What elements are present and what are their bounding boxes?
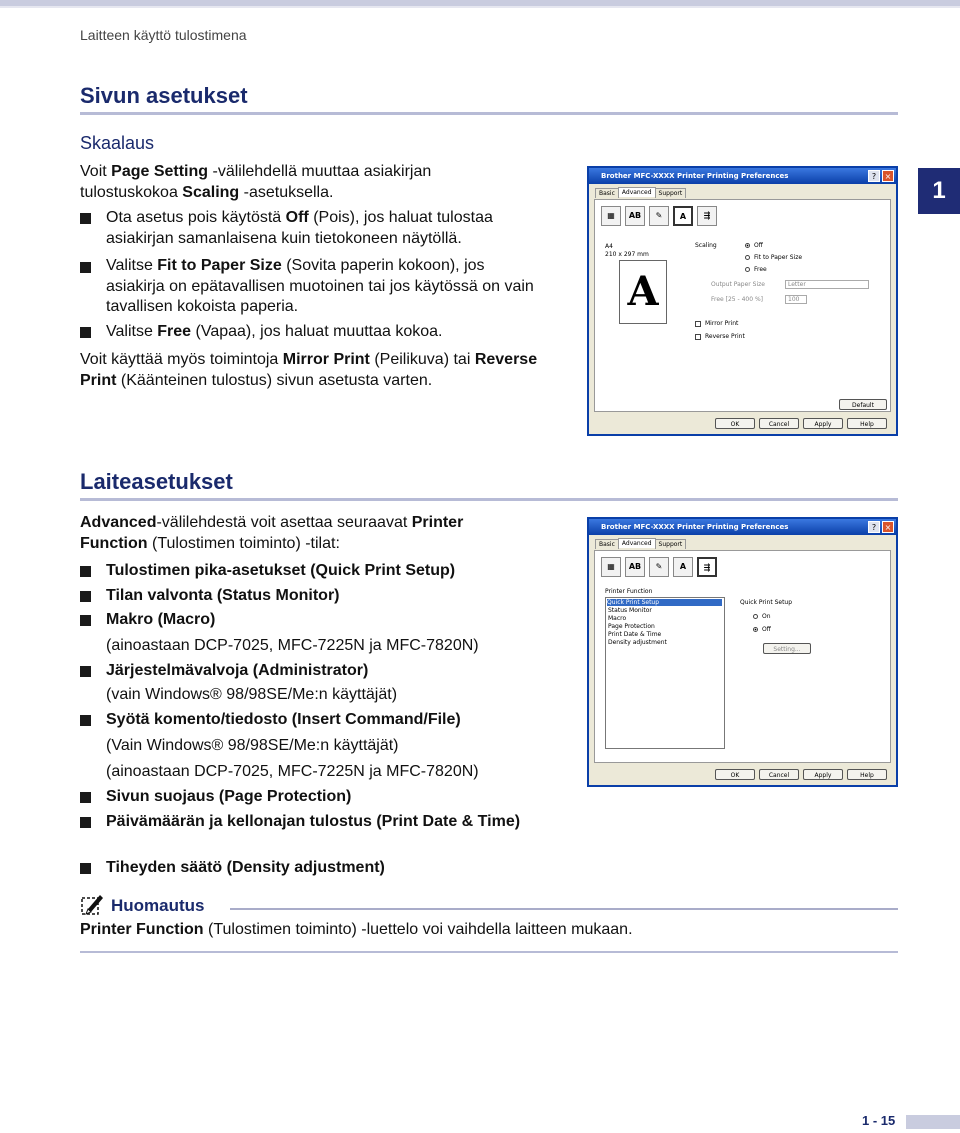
- function-item: Sivun suojaus (Page Protection): [106, 788, 352, 805]
- bold-term: Scaling: [182, 183, 240, 201]
- section-title: Sivun asetukset: [80, 83, 248, 108]
- page-preview: A: [619, 260, 667, 324]
- running-header: Laitteen käyttö tulostimena: [80, 27, 247, 43]
- radio-free[interactable]: Free: [745, 266, 767, 273]
- function-item: Tiheyden säätö (Density adjustment): [106, 859, 385, 876]
- close-icon[interactable]: ×: [882, 521, 894, 533]
- page-setting-icon[interactable]: A: [673, 557, 693, 577]
- note-bottom-rule: [80, 951, 898, 953]
- text-run: (Tulostimen toiminto) -luettelo voi vaihdella laitteen mukaan.: [203, 921, 633, 938]
- bullet-icon: [80, 262, 91, 273]
- intro-paragraph: [80, 162, 500, 203]
- function-item: Järjestelmävalvoja (Administrator): [106, 662, 369, 679]
- function-item: Tilan valvonta (Status Monitor): [106, 587, 340, 604]
- bullet-text: [106, 256, 546, 318]
- device-options-icon[interactable]: ⇶: [697, 557, 717, 577]
- tab-basic[interactable]: Basic: [595, 188, 619, 198]
- close-icon[interactable]: ×: [882, 170, 894, 182]
- paper-label: A4: [605, 243, 613, 250]
- note-text: [80, 920, 898, 941]
- help-title-button[interactable]: ?: [868, 521, 880, 533]
- text-run: Voit: [80, 163, 112, 180]
- bullet-icon: [80, 715, 91, 726]
- tab-support[interactable]: Support: [655, 188, 687, 198]
- device-options-icon[interactable]: ⇶: [697, 206, 717, 226]
- scaling-label: Scaling: [695, 242, 717, 249]
- function-item: Makro (Macro): [106, 611, 216, 628]
- radio-on[interactable]: On: [753, 613, 771, 620]
- text-run: (Tulostimen toiminto) -tilat:: [147, 534, 340, 552]
- subsection-title: Skaalaus: [80, 133, 155, 153]
- text-run: Voit käyttää myös toimintoja: [80, 351, 283, 368]
- watermark-icon[interactable]: ✎: [649, 557, 669, 577]
- bold-term: Printer Function: [80, 514, 464, 552]
- bold-term: Printer Function: [80, 921, 204, 938]
- bullet-icon: [80, 615, 91, 626]
- bullet-icon: [80, 817, 91, 828]
- section-rule: [80, 498, 898, 501]
- dialog-title: Brother MFC-XXXX Printer Printing Preferences: [589, 168, 896, 184]
- list-item[interactable]: Page Protection: [608, 623, 655, 630]
- function-item: Tulostimen pika-asetukset (Quick Print Setup): [106, 562, 456, 579]
- printing-preferences-dialog: [587, 166, 898, 436]
- bullet-icon: [80, 863, 91, 874]
- help-button[interactable]: Help: [847, 769, 887, 780]
- note-rule: [230, 908, 898, 910]
- bold-term: Free: [157, 323, 192, 340]
- apply-button[interactable]: Apply: [803, 769, 843, 780]
- tab-support[interactable]: Support: [655, 539, 687, 549]
- section2-intro: [80, 513, 520, 554]
- tab-bar: [595, 188, 685, 198]
- bullet-icon: [80, 213, 91, 224]
- text-run: (Peilikuva) tai: [369, 351, 475, 368]
- bold-term: Page Setting: [111, 163, 209, 180]
- bold-term: Off: [285, 209, 309, 226]
- chapter-tab: 1: [918, 168, 960, 214]
- apply-button[interactable]: Apply: [803, 418, 843, 429]
- bold-term: Fit to Paper Size: [157, 257, 282, 274]
- section-rule: [80, 112, 898, 115]
- bold-term: Mirror Print: [282, 351, 370, 368]
- list-item[interactable]: Macro: [608, 615, 627, 622]
- radio-off[interactable]: Off: [745, 242, 763, 249]
- bullet-text: [106, 322, 546, 343]
- output-paper-size-select[interactable]: Letter: [785, 280, 869, 289]
- bold-term: Reverse Print: [80, 351, 538, 389]
- reverse-print-checkbox[interactable]: Reverse Print: [695, 333, 745, 340]
- function-item-note: (ainoastaan DCP-7025, MFC-7225N ja MFC-7820N): [106, 763, 479, 780]
- qps-group-label: Quick Print Setup: [740, 599, 793, 606]
- duplex-icon[interactable]: AB: [625, 206, 645, 226]
- page-setting-icon[interactable]: A: [673, 206, 693, 226]
- bold-term: Advanced: [80, 514, 157, 531]
- ok-button[interactable]: OK: [715, 769, 755, 780]
- list-item[interactable]: Density adjustment: [608, 639, 667, 646]
- duplex-icon[interactable]: AB: [625, 557, 645, 577]
- page-number: 1 - 15: [862, 1113, 896, 1128]
- output-paper-size-label: Output Paper Size: [711, 281, 765, 288]
- free-percent-label: Free [25 - 400 %]: [711, 296, 763, 303]
- note-icon: [80, 892, 104, 916]
- bullet-icon: [80, 566, 91, 577]
- list-item[interactable]: Quick Print Setup: [607, 599, 722, 606]
- top-border-light: [0, 6, 960, 8]
- function-item: Päivämäärän ja kellonajan tulostus (Print Date & Time): [106, 813, 521, 830]
- text-run: -välilehdellä muuttaa asiakirjan tulostuskokoa: [80, 163, 432, 201]
- paper-size: 210 x 297 mm: [605, 251, 649, 258]
- text-run: Valitse: [106, 257, 158, 274]
- function-listbox[interactable]: [605, 597, 725, 749]
- print-quality-icon[interactable]: ▦: [601, 557, 621, 577]
- note-title: Huomautus: [111, 896, 205, 915]
- text-run: (Pois), jos haluat tulostaa asiakirjan samanlaisena kuin tietokoneen näytöllä.: [106, 209, 493, 247]
- printing-preferences-dialog-2: [587, 517, 898, 787]
- tab-advanced[interactable]: Advanced: [618, 538, 656, 548]
- outro-paragraph: [80, 350, 550, 391]
- help-button[interactable]: Help: [847, 418, 887, 429]
- text-run: -asetuksella.: [239, 183, 334, 201]
- text-run: Valitse: [106, 323, 158, 340]
- list-item[interactable]: Status Monitor: [608, 607, 652, 614]
- page-bar: [906, 1115, 960, 1129]
- cancel-button[interactable]: Cancel: [759, 769, 799, 780]
- watermark-icon[interactable]: ✎: [649, 206, 669, 226]
- bullet-text: [106, 208, 536, 249]
- text-run: Ota asetus pois käytöstä: [106, 209, 286, 226]
- text-run: (Käänteinen tulostus) sivun asetusta varten.: [116, 371, 433, 389]
- free-percent-input[interactable]: 100: [785, 295, 807, 304]
- feature-icons: [601, 557, 717, 577]
- list-item[interactable]: Print Date & Time: [608, 631, 662, 638]
- bullet-icon: [80, 327, 91, 338]
- cancel-button[interactable]: Cancel: [759, 418, 799, 429]
- function-item-note: (vain Windows® 98/98SE/Me:n käyttäjät): [106, 686, 398, 703]
- radio-fit-to-paper[interactable]: Fit to Paper Size: [745, 254, 802, 261]
- text-run: -välilehdestä voit asettaa seuraavat: [156, 514, 412, 531]
- tab-panel: [594, 550, 891, 763]
- help-title-button[interactable]: ?: [868, 170, 880, 182]
- mirror-print-checkbox[interactable]: Mirror Print: [695, 320, 738, 327]
- printer-function-label: Printer Function: [605, 588, 653, 595]
- function-item-note: (ainoastaan DCP-7025, MFC-7225N ja MFC-7820N): [106, 637, 479, 654]
- function-item: Syötä komento/tiedosto (Insert Command/File): [106, 711, 461, 728]
- default-button[interactable]: Default: [839, 399, 887, 410]
- bullet-icon: [80, 792, 91, 803]
- text-run: (Vapaa), jos haluat muuttaa kokoa.: [191, 323, 443, 340]
- tab-panel: [594, 199, 891, 412]
- tab-advanced[interactable]: Advanced: [618, 187, 656, 197]
- radio-off[interactable]: Off: [753, 626, 771, 633]
- bullet-icon: [80, 666, 91, 677]
- section-title: Laiteasetukset: [80, 469, 233, 494]
- tab-bar: [595, 539, 685, 549]
- bullet-icon: [80, 591, 91, 602]
- print-quality-icon[interactable]: ▦: [601, 206, 621, 226]
- text-run: (Sovita paperin kokoon), jos asiakirja on epätavallisen muotoinen tai jos käytössä on vain tavallisen kokoista paperia.: [106, 257, 534, 315]
- tab-basic[interactable]: Basic: [595, 539, 619, 549]
- dialog-title: Brother MFC-XXXX Printer Printing Preferences: [589, 519, 896, 535]
- function-item-note: (Vain Windows® 98/98SE/Me:n käyttäjät): [106, 737, 399, 754]
- ok-button[interactable]: OK: [715, 418, 755, 429]
- feature-icons: [601, 206, 717, 226]
- setting-button[interactable]: Setting...: [763, 643, 811, 654]
